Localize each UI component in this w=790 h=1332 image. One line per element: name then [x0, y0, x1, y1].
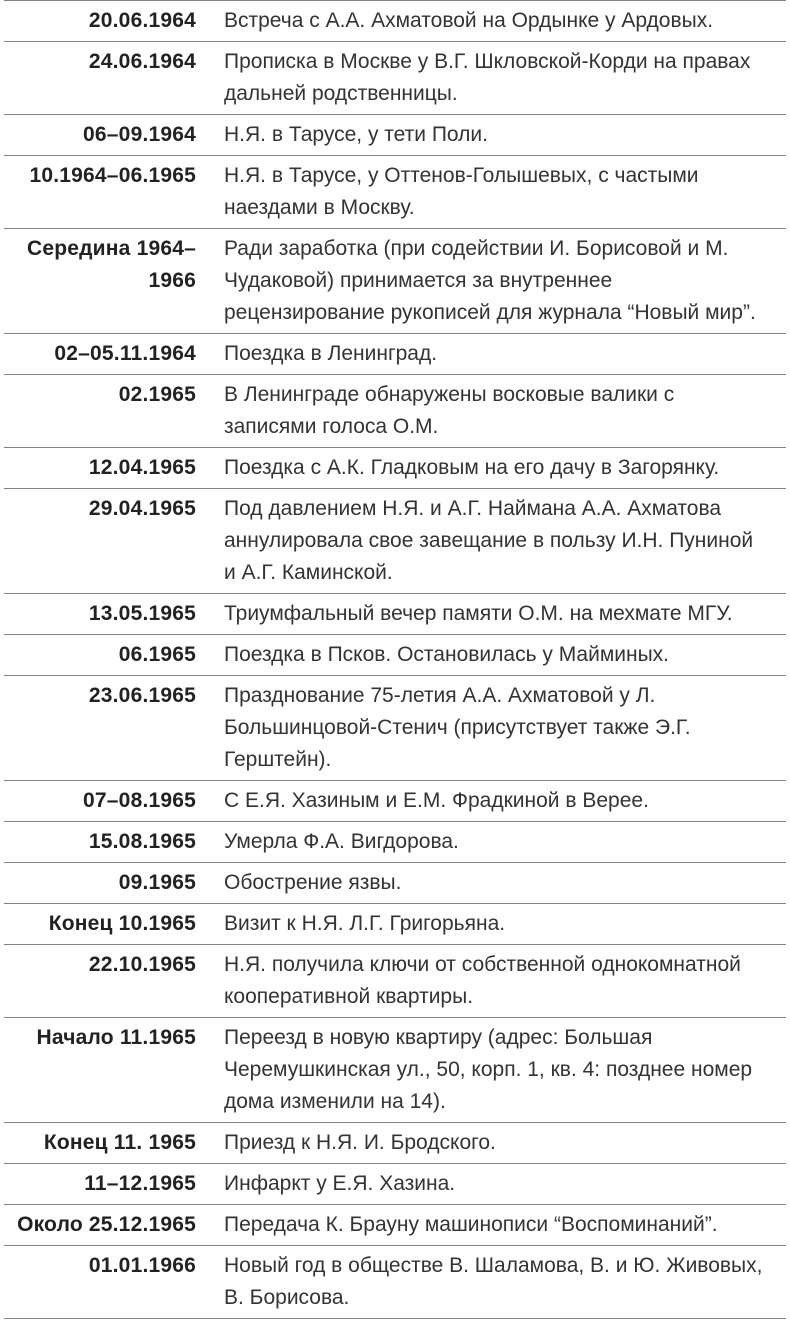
event-cell: Празднование 75-летия А.А. Ахматовой у Л. Большинцовой-Стенич (присутствует также Э.Г. Герштейн).	[224, 684, 691, 771]
date-cell: 01.01.1966	[88, 1254, 196, 1277]
event-cell: В Ленинграде обнаружены восковые валики с записями голоса О.М.	[224, 383, 675, 438]
event-cell: Ради заработка (при содействии И. Борисовой и М. Чудаковой) принимается за внутреннее рецензирование рукописей для журнала “Новый мир”.	[224, 237, 756, 324]
event-cell: С Е.Я. Хазиным и Е.М. Фрадкиной в Верее.	[224, 789, 649, 812]
event-cell: Переезд в новую квартиру (адрес: Большая Черемушкинская ул., 50, корп. 1, кв. 4: позднее номер дома изменили на 14).	[224, 1026, 753, 1113]
table-row	[4, 903, 786, 944]
table-row	[4, 228, 786, 333]
date-cell: 24.06.1964	[88, 50, 196, 73]
event-cell: Поездка с А.К. Гладковым на его дачу в Загорянку.	[224, 456, 720, 479]
date-cell: Середина 1964–1966	[27, 237, 196, 292]
table-row	[4, 593, 786, 634]
event-cell: Приезд к Н.Я. И. Бродского.	[224, 1131, 496, 1154]
date-cell: 02.1965	[118, 383, 196, 406]
date-cell: 15.08.1965	[88, 830, 196, 853]
date-cell: 22.10.1965	[88, 953, 196, 976]
date-cell: 02–05.11.1964	[54, 342, 196, 365]
date-cell: 13.05.1965	[88, 602, 196, 625]
table-row	[4, 488, 786, 593]
table-row	[4, 333, 786, 374]
event-cell: Триумфальный вечер памяти О.М. на мехмате МГУ.	[224, 602, 733, 625]
date-cell: 20.06.1964	[88, 9, 196, 32]
table-row	[4, 780, 786, 821]
event-cell: Под давлением Н.Я. и А.Г. Наймана А.А. Ахматова аннулировала свое завещание в пользу И.Н. Пуниной и А.Г. Каминской.	[224, 497, 754, 584]
table-row	[4, 634, 786, 675]
event-cell: Н.Я. в Тарусе, у тети Поли.	[224, 123, 488, 146]
event-cell: Передача К. Брауну машинописи “Воспоминаний”.	[224, 1213, 718, 1236]
event-cell: Новый год в обществе В. Шаламова, В. и Ю. Живовых, В. Борисова.	[224, 1254, 763, 1309]
table-row	[4, 862, 786, 903]
date-cell: 07–08.1965	[83, 789, 196, 812]
event-cell: Прописка в Москве у В.Г. Шкловской-Корди на правах дальней родственницы.	[224, 50, 751, 105]
date-cell: Конец 10.1965	[48, 912, 196, 935]
table-row	[4, 0, 786, 41]
table-row	[4, 1122, 786, 1163]
chronology-table	[4, 0, 786, 1319]
table-row	[4, 944, 786, 1017]
date-cell: 12.04.1965	[88, 456, 196, 479]
table-row	[4, 675, 786, 780]
date-cell: 23.06.1965	[88, 684, 196, 707]
event-cell: Поездка в Псков. Остановилась у Майминых.	[224, 643, 670, 666]
event-cell: Н.Я. в Тарусе, у Оттенов-Голышевых, с частыми наездами в Москву.	[224, 164, 699, 219]
table-row	[4, 155, 786, 228]
date-cell: 06.1965	[118, 643, 196, 666]
date-cell: 10.1964–06.1965	[29, 164, 196, 187]
date-cell: Около 25.12.1965	[17, 1213, 196, 1236]
date-cell: 29.04.1965	[88, 497, 196, 520]
date-cell: Конец 11. 1965	[43, 1131, 196, 1154]
table-row	[4, 1204, 786, 1245]
table-row	[4, 41, 786, 114]
table-row	[4, 374, 786, 447]
event-cell: Обострение язвы.	[224, 871, 402, 894]
event-cell: Инфаркт у Е.Я. Хазина.	[224, 1172, 456, 1195]
table-row	[4, 114, 786, 155]
table-row	[4, 1245, 786, 1318]
date-cell: Начало 11.1965	[36, 1026, 196, 1049]
table-row	[4, 1017, 786, 1122]
event-cell: Встреча с А.А. Ахматовой на Ордынке у Ардовых.	[224, 9, 714, 32]
date-cell: 09.1965	[118, 871, 196, 894]
table-row	[4, 447, 786, 488]
table-row	[4, 1163, 786, 1204]
event-cell: Умерла Ф.А. Вигдорова.	[224, 830, 459, 853]
date-cell: 06–09.1964	[83, 123, 196, 146]
event-cell: Поездка в Ленинград.	[224, 342, 438, 365]
event-cell: Н.Я. получила ключи от собственной однокомнатной кооперативной квартиры.	[224, 953, 741, 1008]
event-cell: Визит к Н.Я. Л.Г. Григорьяна.	[224, 912, 506, 935]
date-cell: 11–12.1965	[84, 1172, 196, 1195]
table-row	[4, 821, 786, 862]
